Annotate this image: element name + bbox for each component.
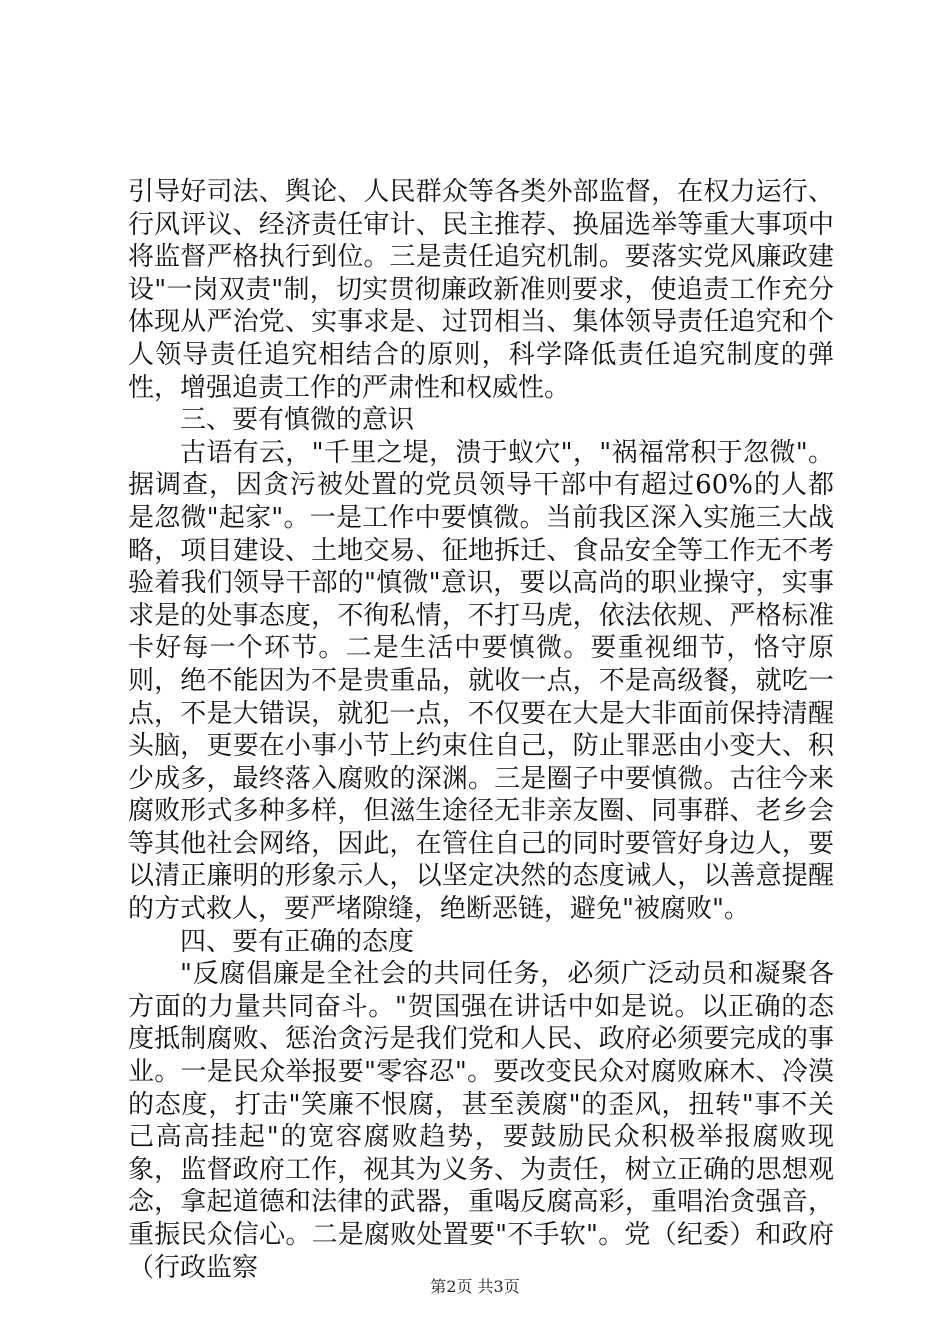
paragraph-attitude: "反腐倡廉是全社会的共同任务，必须广泛动员和凝聚各方面的力量共同奋斗。"贺国强在讲话中如是说。以正确的态度抵制腐败、惩治贪污是我们党和人民、政府必须要完成的事业。一是民众举报要"零容忍"。要改变民众对腐败麻木、冷漠的态度，打击"笑廉不恨腐，甚至羡腐"的歪风，扭转"事不关己高高挂起"的宽容腐败趋势，要鼓励民众积极举报腐败现象，监督政府工作，视其为义务、为责任，树立正确的思想观念，拿起道德和法律的武器，重喝反腐高彩，重唱治贪强音，重振民众信心。二是腐败处置要"不手软"。党（纪委）和政府（行政监察	[128, 959, 834, 1283]
section-heading-4: 四、要有正确的态度	[180, 926, 415, 957]
document-body	[128, 176, 834, 1284]
paragraph-continuation: 引导好司法、舆论、人民群众等各类外部监督，在权力运行、行风评议、经济责任审计、民主推荐、换届选举等重大事项中将监督严格执行到位。三是责任追究机制。要落实党风廉政建设"一岗双责"制，切实贯彻廉政新准则要求，使追责工作充分体现从严治党、实事求是、过罚相当、集体领导责任追究和个人领导责任追究相结合的原则，科学降低责任追究制度的弹性，增强追责工作的严肃性和权威性。	[128, 177, 834, 403]
paragraph-caution: 古语有云，"千里之堤，溃于蚁穴"，"祸福常积于忽微"。据调查，因贪污被处置的党员领导干部中有超过60%的人都是忽微"起家"。一是工作中要慎微。当前我区深入实施三大战略，项目建设、土地交易、征地拆迁、食品安全等工作无不考验着我们领导干部的"慎微"意识，要以高尚的职业操守，实事求是的处事态度，不徇私情，不打马虎，依法依规、严格标准卡好每一个环节。二是生活中要慎微。要重视细节，恪守原则，绝不能因为不是贵重品，就收一点，不是高级餐，就吃一点，不是大错误，就犯一点，不仅要在大是大非面前保持清醒头脑，更要在小事小节上约束住自己，防止罪恶由小变大、积少成多，最终落入腐败的深渊。三是圈子中要慎微。古往今来腐败形式多种多样，但滋生途径无非亲友圈、同事群、老乡会等其他社会网络，因此，在管住自己的同时要管好身边人，要以清正廉明的形象示人，以坚定决然的态度诫人，以善意提醒的方式救人，要严堵隙缝，绝断恶链，避免"被腐败"。	[128, 437, 834, 925]
page-number-label: 第2页 共3页	[430, 1277, 520, 1296]
section-heading-3: 三、要有慎微的意识	[180, 405, 415, 436]
page-footer	[0, 1274, 950, 1297]
